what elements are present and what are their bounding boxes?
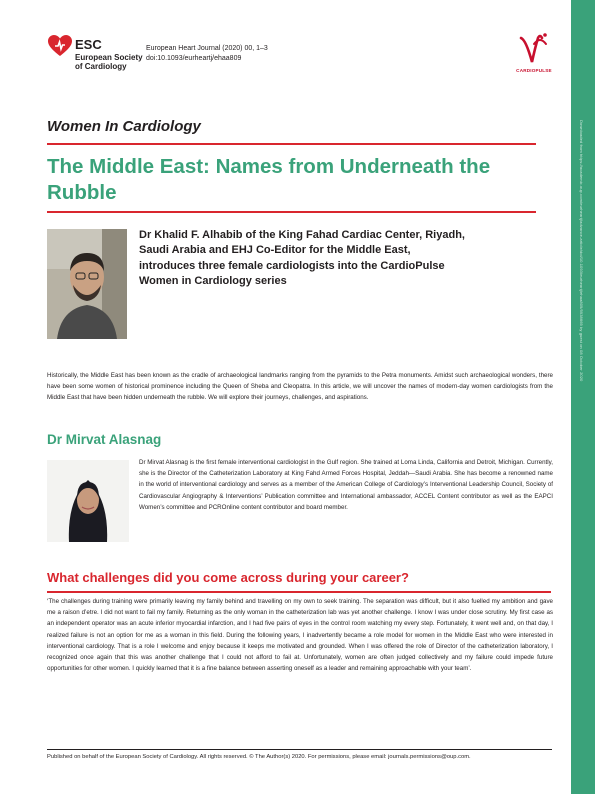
author-photo (47, 229, 127, 339)
lead-paragraph: Historically, the Middle East has been known as the cradle of archaeological landmarks ranging from the pyramids to the Petra monuments. Amidst such archaeological wonders, there have been some women of historical prominence including the Queen of Sheba and Cleopatra. In this article, we will uncover the names of modern-day women cardiologists from the Middle East that have been hidden underneath the rubble. We will explore their journeys, challenges, and aspirations. (47, 372, 553, 402)
footer-copyright: Published on behalf of the European Society of Cardiology. All rights reserved. © The Author(s) 2020. For permissions, please email: journals.permissions@oup.com. (47, 754, 471, 760)
question-heading: What challenges did you come across during your career? (47, 570, 409, 585)
esc-acronym: ESC (75, 37, 102, 52)
footer-rule (47, 749, 552, 750)
journal-line-1: European Heart Journal (2020) 00, 1–3 (146, 45, 268, 52)
article-intro: Dr Khalid F. Alhabib of the King Fahad Cardiac Center, Riyadh, Saudi Arabia and EHJ Co-Editor for the Middle East, introduces three female cardiologists into the CardioPulse Women in Cardiology series (139, 229, 465, 287)
esc-full-name: European Society of Cardiology (75, 53, 143, 71)
article-title: The Middle East: Names from Underneath the Rubble (47, 155, 491, 204)
section-rule (47, 143, 536, 145)
cardiopulse-logo (512, 30, 556, 80)
esc-logo (47, 34, 143, 78)
journal-doi: doi:10.1093/eurheartj/ehaa809 (146, 55, 242, 62)
person-portrait-image (47, 460, 129, 542)
title-rule (47, 211, 536, 213)
journal-citation (146, 44, 268, 64)
cardiopulse-label: CARDIOPULSE (516, 68, 552, 73)
question-rule (47, 591, 551, 593)
author-portrait-image (47, 229, 127, 339)
person-photo (47, 460, 129, 542)
answer-paragraph: ‘The challenges during training were primarily leaving my family behind and travelling on my own to seek training. The separation was difficult, but it also fuelled my ambition and gave me a raison d’etre. I did not want to fail my family. Returning as the only woman in the catheterization lab was yet another challenge. I know I was under close scrutiny. My first case as an independent operator was an acute inferior myocardial infarction, and I had five pairs of eyes in the control room watching my every step. Fortunately, it went well and, on that day, I realized failure is not an option for me as a woman in this field. During the following years, I inadvertently became a role model for women in the Middle East who were interested in interventional cardiology. That is a role I welcome and enjoy because it keeps me motivated and grounded. When I was offered the role of Director of the catheterization laboratory, I recognized once again that this was another challenge that I could not afford to fail at. Unfortunately, women are often judged collectively and my failure could impede future opportunities for other women. I quickly learned that it is a fine balance between asserting oneself as a leader and remaining approachable with your team’. (47, 598, 553, 673)
download-notice: Downloaded from https://academic.oup.com/eurheartj/advance-article/doi/10.1093/eurheartj/ehaa809/5938669 by guest on 08 October 2020 (579, 120, 584, 382)
person-heading: Dr Mirvat Alasnag (47, 432, 162, 447)
section-heading: Women In Cardiology (47, 118, 201, 135)
esc-heart-icon (47, 34, 73, 58)
cardiopulse-icon (512, 30, 556, 68)
person-bio: Dr Mirvat Alasnag is the first female interventional cardiologist in the Gulf region. She trained at Loma Linda, California and Detroit, Michigan. Currently, she is the Director of the Catheterization Laboratory at King Fahd Armed Forces Hospital, Jeddah—Saudi Arabia. She has become a renowned name in the world of interventional cardiology and serves as a member of the American College of Cardiology’s Interventional Leadership Council, Society of Cardiovascular Angiography & Interventions’ Publication committee and International ambassador, ACCEL Content contributor as well as the EAPCI Women’s committee and PCROnline content contributor and board member. (139, 459, 553, 511)
